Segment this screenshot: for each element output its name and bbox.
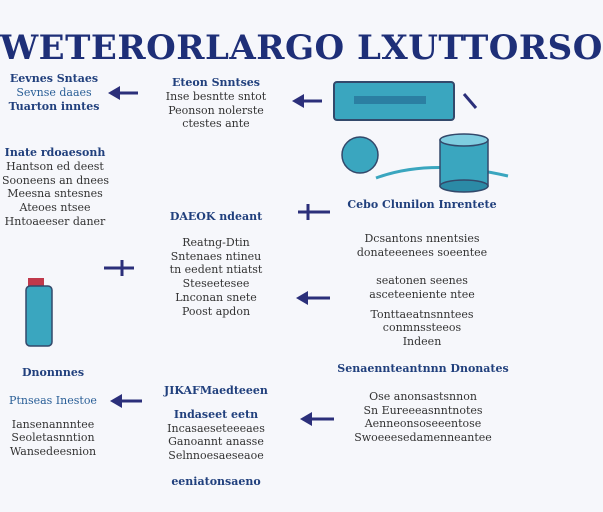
text-line: Dnonnnes <box>21 366 85 379</box>
text-line: Reatng-Dtin <box>182 235 250 249</box>
text-line: tn eedent ntiatst <box>169 263 263 277</box>
text-line: asceteeniente ntee <box>369 287 475 301</box>
text-line: Cebo Clunilon Inrentete <box>347 198 497 211</box>
bottle-icon <box>26 278 52 346</box>
text-line: Senaennteantnnn Dnonates <box>337 362 509 375</box>
text-line: Sevnse daaes <box>16 85 92 99</box>
text-line: Dcsantons nnentsies <box>364 231 480 245</box>
text-line: Lnconan snete <box>175 290 257 304</box>
text-line: Hntoaeeser daner <box>4 214 106 228</box>
text-line: Sooneens an dnees <box>2 173 110 187</box>
page-title: WETERORLARGO LXUTTORSO <box>0 28 603 68</box>
arrow-left-icon <box>108 86 138 100</box>
text-line: Tonttaeatnsnntees <box>370 307 474 321</box>
text-line: Indeen <box>402 335 442 348</box>
text-line: Selnnoesaeseaoe <box>168 449 264 462</box>
text-line: Inse besntte sntot <box>165 89 267 103</box>
text-line: Ganoannt anasse <box>168 435 264 449</box>
device-panel-label-bar <box>354 96 426 104</box>
text-line: Iansenannntee <box>11 417 95 431</box>
text-line: Tuarton inntes <box>8 99 100 113</box>
plus-arrow-icon <box>104 260 134 276</box>
text-line: Swoeeesedamenneantee <box>354 431 492 444</box>
text-line: donateeenees soeentee <box>356 245 488 259</box>
text-line: Seoletasnntion <box>11 431 95 445</box>
diagonal-arrow-icon <box>464 94 476 108</box>
text-line: eeniatonsaeno <box>171 474 261 488</box>
text-line: Eteon Snntses <box>171 76 261 89</box>
tank-cylinder-icon <box>440 134 488 192</box>
text-line: Indaseet eetn <box>173 407 259 421</box>
text-line: Sn Eureeeasnntnotes <box>363 403 483 417</box>
text-line: Ateoes ntsee <box>19 201 91 214</box>
text-line: Wansedeesnion <box>9 445 97 458</box>
text-line: Aenneonsoseeentose <box>364 417 482 431</box>
text-line: Inate rdoaesonh <box>4 146 106 159</box>
text-line: DAEOK ndeant <box>169 210 263 223</box>
arrow-left-icon <box>110 394 142 408</box>
text-line: conmnssteeos <box>382 321 462 335</box>
text-line: Incasaeseteeeaes <box>167 421 265 435</box>
text-line: ctestes ante <box>182 117 250 131</box>
text-line: Peonson nolerste <box>168 103 264 117</box>
text-line: Ptnseas Inestoe <box>9 393 97 407</box>
text-line: Steseetesee <box>182 277 250 290</box>
text-line: JIKAFMaedteeen <box>164 384 268 397</box>
arrow-left-icon <box>296 291 330 305</box>
text-line: Hantson ed deest <box>6 159 104 173</box>
plus-arrow-icon <box>298 204 330 220</box>
text-line: Poost apdon <box>181 304 251 318</box>
arrow-left-icon <box>292 94 322 108</box>
circle-icon <box>342 137 378 173</box>
text-line: Sntenaes ntineu <box>170 249 262 263</box>
arrow-left-icon <box>300 412 334 426</box>
text-line: Meesna sntesnes <box>7 187 103 201</box>
text-line: Ose anonsastsnnon <box>369 389 477 403</box>
text-line: seatonen seenes <box>376 274 468 287</box>
text-line: Eevnes Sntaes <box>9 72 99 85</box>
